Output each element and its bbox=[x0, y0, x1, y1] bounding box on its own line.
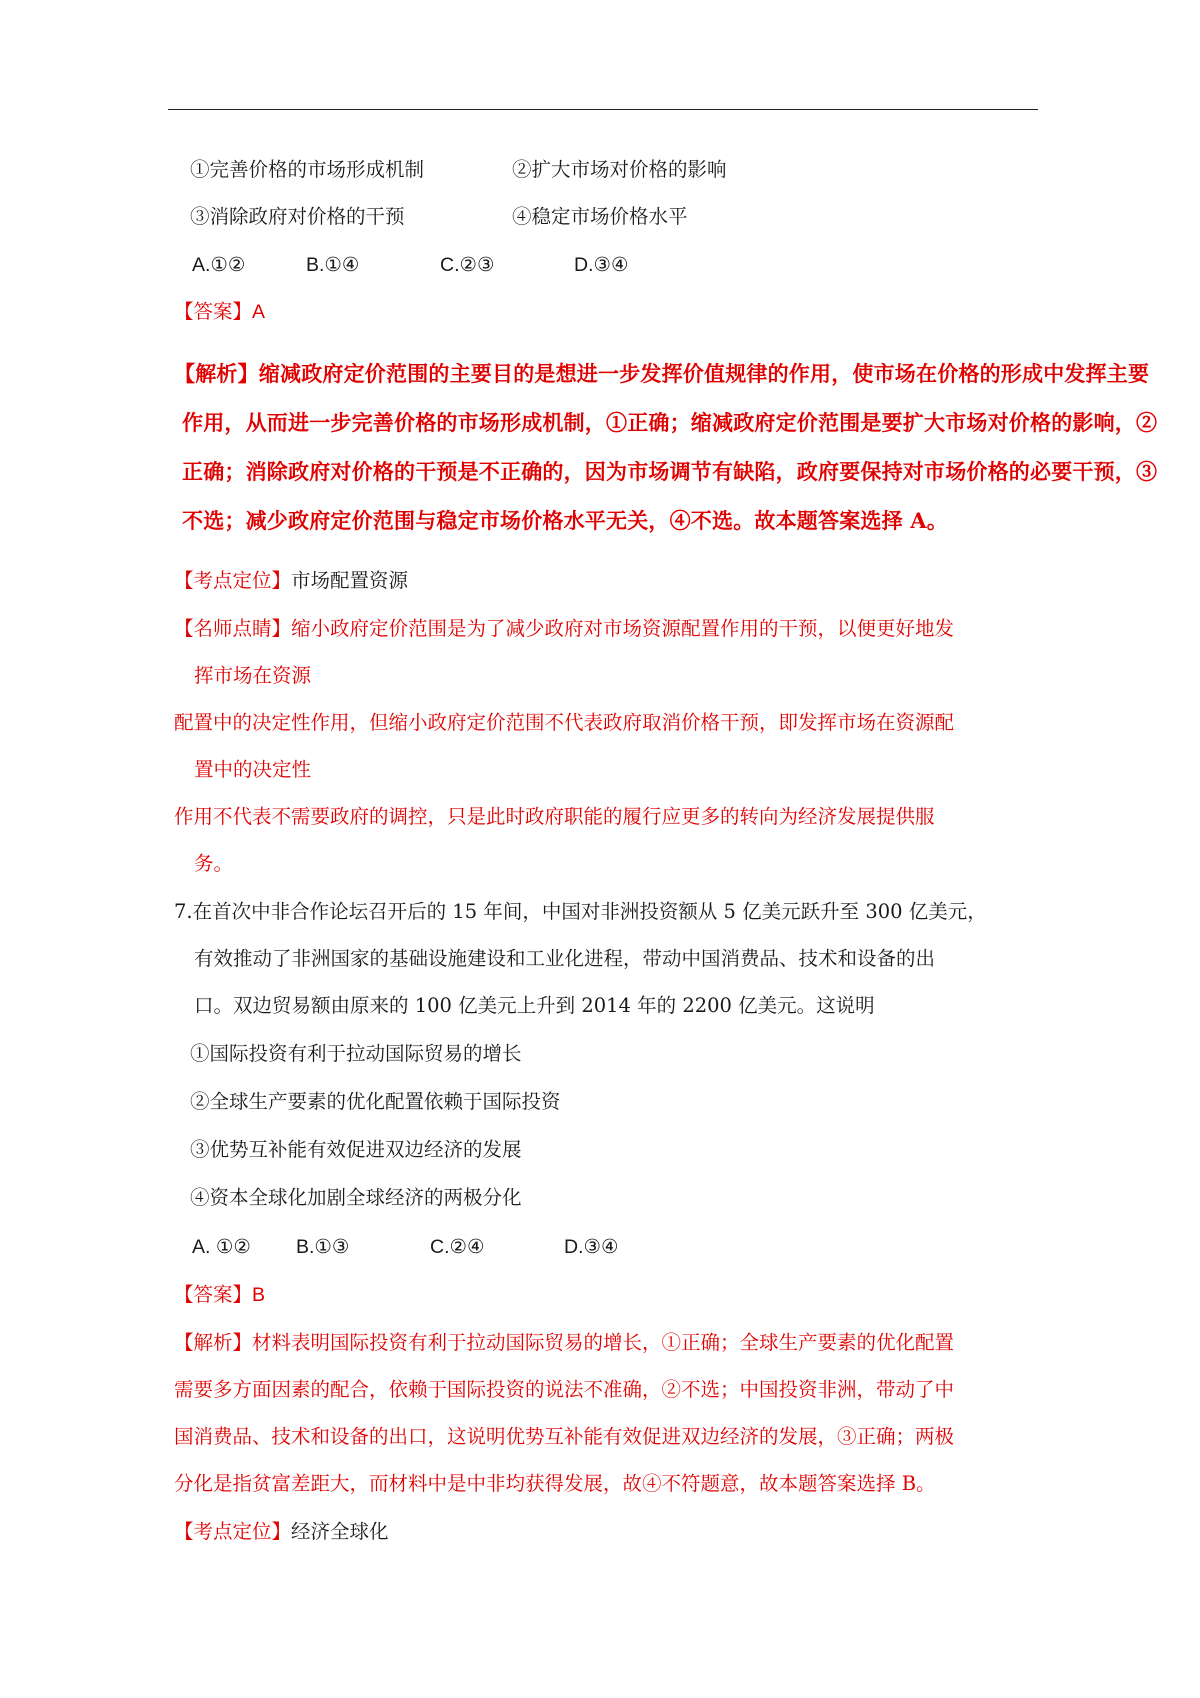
q6-mingshi-text-1: 缩小政府定价范围是为了减少政府对市场资源配置作用的干预，以便更好地发 bbox=[291, 617, 955, 640]
q6-mingshi-line-4: 置中的决定性 bbox=[194, 758, 312, 781]
q7-stem-line-2: 有效推动了非洲国家的基础设施建设和工业化进程，带动中国消费品、技术和设备的出 bbox=[194, 947, 936, 970]
q6-mingshi-tag: 【名师点睛】 bbox=[174, 617, 292, 640]
q6-kaodian bbox=[174, 566, 408, 596]
q7-statement-4: ④资本全球化加剧全球经济的两极分化 bbox=[190, 1186, 522, 1209]
q6-statement-4: ④稳定市场价格水平 bbox=[512, 205, 688, 228]
q7-statement-3: ③优势互补能有效促进双边经济的发展 bbox=[190, 1138, 522, 1161]
q7-stem-line-1: 7.在首次中非合作论坛召开后的 15 年间，中国对非洲投资额从 5 亿美元跃升至 300 亿美元， bbox=[174, 900, 987, 923]
q6-analysis-line-1: 【解析】缩减政府定价范围的主要目的是想进一步发挥价值规律的作用，使市场在价格的形成中发挥主要 bbox=[174, 361, 1150, 386]
q7-statement-1: ①国际投资有利于拉动国际贸易的增长 bbox=[190, 1042, 522, 1065]
q6-answer bbox=[174, 297, 265, 327]
q7-analysis-line-3: 国消费品、技术和设备的出口，这说明优势互补能有效促进双边经济的发展，③正确；两极 bbox=[174, 1425, 955, 1448]
q7-analysis-line-1 bbox=[174, 1328, 954, 1358]
q6-statement-1: ①完善价格的市场形成机制 bbox=[190, 158, 425, 181]
q7-answer-value: B bbox=[252, 1284, 266, 1306]
q7-option-a: A. ①② bbox=[192, 1236, 251, 1258]
q6-option-c: C.②③ bbox=[440, 254, 495, 276]
q6-answer-tag: 【答案】 bbox=[174, 300, 253, 323]
q7-analysis-line-4: 分化是指贫富差距大，而材料中是中非均获得发展，故④不符题意，故本题答案选择 B。 bbox=[174, 1472, 936, 1495]
q6-option-b: B.①④ bbox=[306, 254, 360, 276]
q7-analysis-text-1: 材料表明国际投资有利于拉动国际贸易的增长，①正确；全球生产要素的优化配置 bbox=[252, 1331, 955, 1354]
q6-mingshi-line-2: 挥市场在资源 bbox=[194, 664, 312, 687]
q7-answer-tag: 【答案】 bbox=[174, 1283, 253, 1306]
q7-kaodian-value: 经济全球化 bbox=[291, 1520, 389, 1543]
q6-option-a: A.①② bbox=[192, 254, 246, 276]
q6-statement-2: ②扩大市场对价格的影响 bbox=[512, 158, 727, 181]
q7-option-c: C.②④ bbox=[430, 1236, 485, 1258]
q7-statement-2: ②全球生产要素的优化配置依赖于国际投资 bbox=[190, 1090, 561, 1113]
q7-kaodian-tag: 【考点定位】 bbox=[174, 1520, 292, 1543]
q6-kaodian-value: 市场配置资源 bbox=[291, 569, 409, 592]
q6-answer-value: A bbox=[252, 301, 266, 323]
q6-analysis-line-2: 作用，从而进一步完善价格的市场形成机制，①正确；缩减政府定价范围是要扩大市场对价格的影响，② bbox=[182, 410, 1158, 435]
q7-stem-line-3: 口。双边贸易额由原来的 100 亿美元上升到 2014 年的 2200 亿美元。这说明 bbox=[194, 994, 875, 1017]
q6-mingshi-line-3: 配置中的决定性作用，但缩小政府定价范围不代表政府取消价格干预，即发挥市场在资源配 bbox=[174, 711, 955, 734]
q6-mingshi-line-1 bbox=[174, 614, 954, 644]
q7-kaodian bbox=[174, 1517, 389, 1547]
q7-option-d: D.③④ bbox=[564, 1236, 619, 1258]
q6-option-d: D.③④ bbox=[574, 254, 629, 276]
q6-mingshi-line-5: 作用不代表不需要政府的调控，只是此时政府职能的履行应更多的转向为经济发展提供服 bbox=[174, 805, 935, 828]
q7-option-b: B.①③ bbox=[296, 1236, 350, 1258]
q6-analysis-line-4: 不选；减少政府定价范围与稳定市场价格水平无关，④不选。故本题答案选择 A。 bbox=[182, 508, 949, 533]
q6-kaodian-tag: 【考点定位】 bbox=[174, 569, 292, 592]
q6-statement-3: ③消除政府对价格的干预 bbox=[190, 205, 405, 228]
q7-answer bbox=[174, 1280, 265, 1310]
q7-analysis-line-2: 需要多方面因素的配合，依赖于国际投资的说法不准确，②不选；中国投资非洲，带动了中 bbox=[174, 1378, 955, 1401]
q6-analysis-line-3: 正确；消除政府对价格的干预是不正确的，因为市场调节有缺陷，政府要保持对市场价格的必要干预，③ bbox=[182, 459, 1158, 484]
q7-analysis-tag: 【解析】 bbox=[174, 1331, 253, 1354]
header-rule bbox=[168, 109, 1038, 110]
q6-mingshi-line-6: 务。 bbox=[194, 852, 234, 875]
